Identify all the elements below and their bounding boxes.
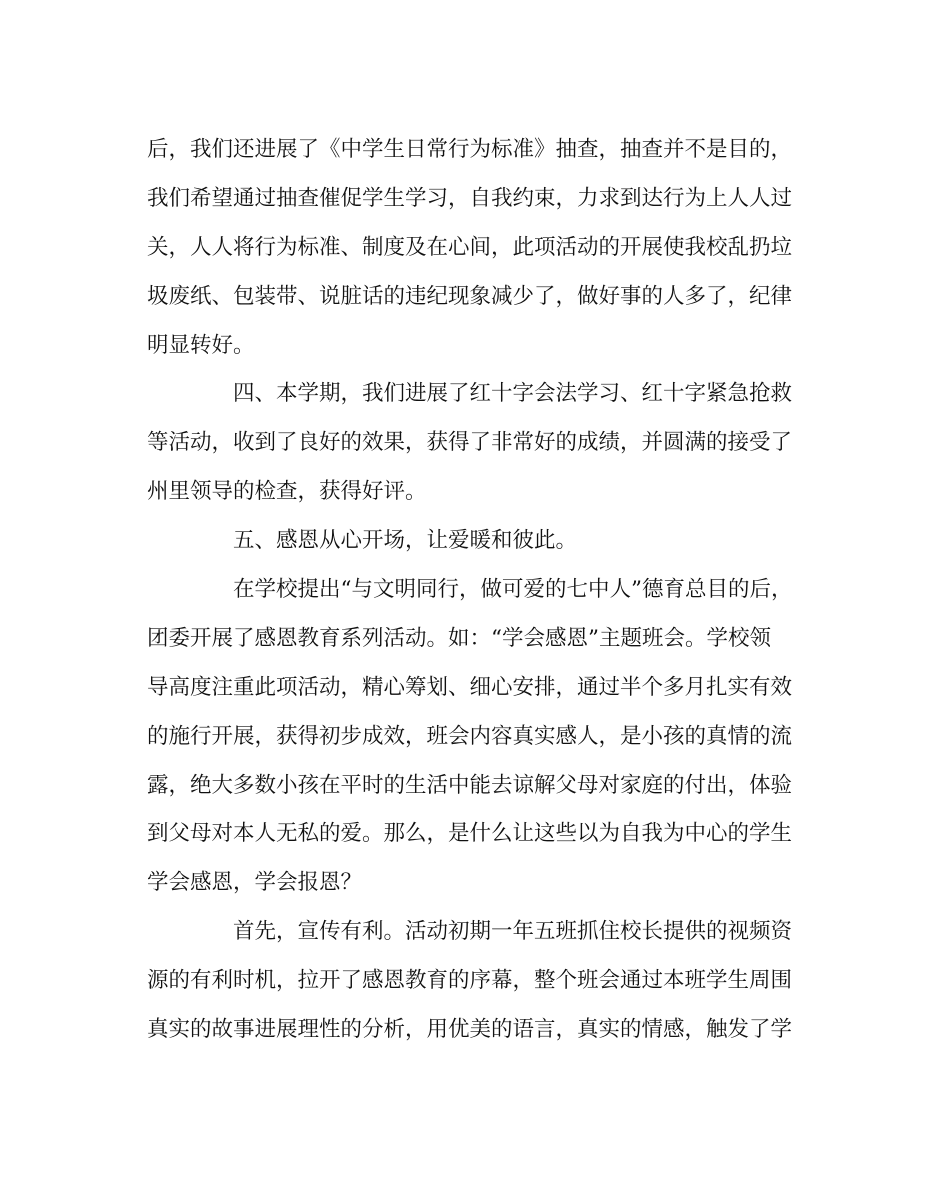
text-line-4: 圾废纸、包装带、说脏话的违纪现象减少了，做好事的人多了，纪律: [147, 283, 793, 309]
text-line-15: 到父母对本人无私的爱。那么，是什么让这些以为自我为中心的学生: [147, 821, 793, 847]
paragraph-first-start: 首先，宣传有利。活动初期一年五班抓住校长提供的视频资: [233, 919, 793, 945]
text-line-11: 团委开展了感恩教育系列活动。如：“学会感恩”主题班会。学校领: [147, 625, 771, 651]
body-text: [147, 126, 809, 1055]
text-line-12: 导高度注重此项活动，精心筹划、细心安排，通过半个多月扎实有效: [147, 674, 793, 700]
text-line-2: 我们希望通过抽查催促学生学习，自我约束，力求到达行为上人人过: [147, 185, 793, 211]
text-line-7: 等活动，收到了良好的效果，获得了非常好的成绩，并圆满的接受了: [147, 430, 793, 456]
text-line-3: 关，人人将行为标准、制度及在心间，此项活动的开展使我校乱扔垃: [147, 234, 793, 260]
text-line-8: 州里领导的检查，获得好评。: [147, 479, 427, 505]
text-line-19: 真实的故事进展理性的分析，用优美的语言，真实的情感，触发了学: [147, 1017, 793, 1043]
text-line-14: 露，绝大多数小孩在平时的生活中能去谅解父母对家庭的付出，体验: [147, 772, 793, 798]
text-line-18: 源的有利时机，拉开了感恩教育的序幕，整个班会通过本班学生周围: [147, 968, 793, 994]
section-four-start: 四、本学期，我们进展了红十字会法学习、红十字紧急抢救: [233, 381, 793, 407]
text-line-16: 学会感恩，学会报恩？: [147, 870, 363, 896]
text-line-5: 明显转好。: [147, 332, 255, 358]
text-line-1: 后，我们还进展了《中学生日常行为标准》抽查，抽查并不是目的，: [147, 137, 793, 162]
text-line-13: 的施行开展，获得初步成效，班会内容真实感人，是小孩的真情的流: [147, 723, 793, 749]
section-five-heading: 五、感恩从心开场，让爱暖和彼此。: [233, 528, 578, 554]
paragraph-school-start: 在学校提出“与文明同行，做可爱的七中人”德育总目的后，: [233, 577, 793, 603]
